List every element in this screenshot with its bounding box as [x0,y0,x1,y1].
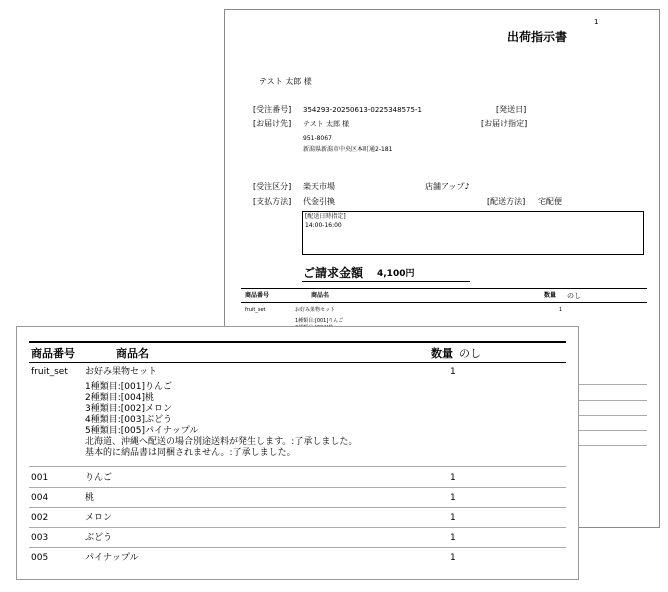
ship-method-value: 宅配便 [538,197,562,206]
preview-header-code: 商品番号 [245,292,270,299]
recipient-name: テスト 太郎 様 [303,120,350,128]
detail-line: 北海道、沖縄へ配送の場合別途送料が発生します。:了承しました。 [85,437,358,447]
row-divider [579,400,647,401]
table-top-rule [241,288,647,289]
row-code: 002 [31,513,49,523]
row-divider [29,507,566,508]
items-table-zoom [16,326,579,580]
row-divider [29,466,566,467]
preview-row-code: fruit_set [245,307,266,313]
payment-value: 代金引換 [303,197,335,206]
row-qty: 1 [450,533,456,543]
row-divider [579,430,647,431]
detail-line: 4種類目:[003]ぶどう [85,415,172,425]
row-qty: 1 [450,513,456,523]
preview-header-name: 商品名 [311,292,330,299]
document-title: 出荷指示書 [507,30,568,44]
row-code: 005 [31,553,49,563]
preview-row-qty: 1 [559,307,563,313]
row-qty: 1 [450,493,456,503]
address: 新潟県新潟市中央区本町通2-181 [303,146,393,153]
row-divider [579,415,647,416]
row-qty: 1 [450,553,456,563]
recipient-label: [お届け先] [253,119,292,128]
row-code: 004 [31,493,49,503]
order-no-label: [受注番号] [253,105,292,114]
detail-line: 5種類目:[005]パイナップル [85,426,199,436]
row-divider [579,384,647,385]
preview-row-name: お好み果物セット [295,307,336,313]
preview-row-sub1: 1種類目:[001]りんご [295,318,344,324]
billing-label: ご請求金額 [303,266,364,280]
table-header-rule [29,362,566,363]
billing-underline [302,281,470,282]
row-code: 003 [31,533,49,543]
table-top-rule [29,341,566,343]
billing-amount: 4,100円 [377,269,415,279]
row-name: りんご [85,473,113,483]
row-name: お好み果物セット [85,367,158,377]
detail-line: 3種類目:[002]メロン [85,404,172,414]
header-name: 商品名 [116,347,149,360]
order-type-value: 楽天市場 [303,182,335,191]
preview-header-noshi: のし [567,292,581,300]
customer-line: テスト 太郎 様 [259,77,312,86]
delivery-box-value: 14:00-16:00 [305,222,342,229]
row-name: ぶどう [85,533,113,543]
detail-line: 1種類目:[001]りんご [85,382,172,392]
row-divider [29,527,566,528]
ship-date-label: [発送日] [496,105,527,114]
row-name: パイナップル [85,553,139,563]
delivery-spec-label: [お届け指定] [481,119,528,128]
detail-line: 2種類目:[004]桃 [85,393,154,403]
detail-line: 基本的に納品書は同梱されません。:了承しました。 [85,448,296,458]
order-type-label: [受注区分] [253,182,292,191]
page-number: 1 [594,18,599,26]
row-qty: 1 [450,473,456,483]
row-divider [29,487,566,488]
delivery-datetime-box [302,211,644,255]
row-qty: 1 [450,367,456,377]
ship-method-label: [配送方法] [487,197,526,206]
preview-header-qty: 数量 [544,292,557,299]
header-code: 商品番号 [31,347,75,360]
postal-code: 951-8067 [303,135,332,142]
order-no-value: 354293-20250613-0225348575-1 [303,106,422,114]
header-qty: 数量 [431,347,453,360]
table-header-rule [241,302,647,303]
shop-name: 店舗アップ♪ [425,182,470,191]
delivery-box-label: [配送日時指定] [305,213,346,220]
row-name: 桃 [85,493,95,503]
row-name: メロン [85,513,113,523]
row-code: 001 [31,473,49,483]
header-noshi: のし [459,347,481,360]
payment-label: [支払方法] [253,197,292,206]
row-divider [579,445,647,446]
row-divider [29,547,566,548]
row-code: fruit_set [31,367,68,377]
